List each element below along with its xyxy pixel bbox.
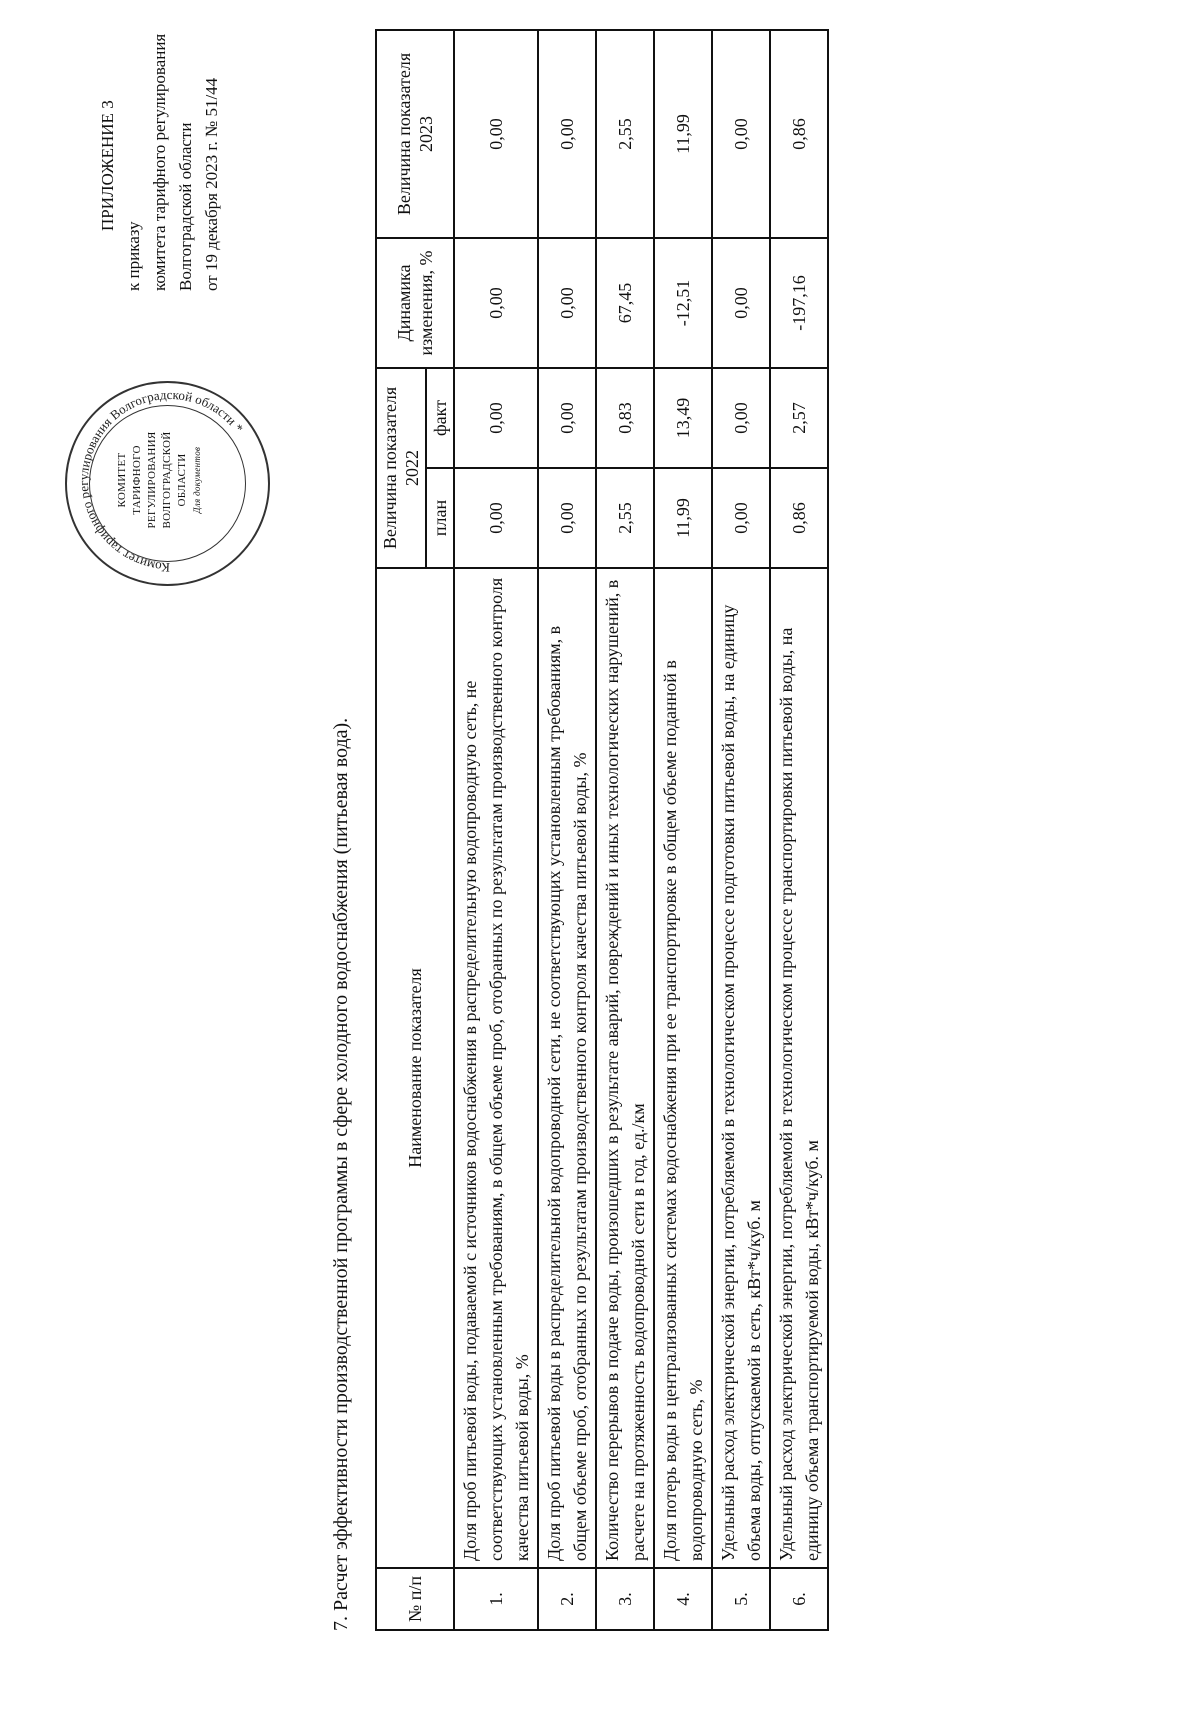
official-stamp	[65, 381, 270, 586]
annex-header	[95, 21, 225, 291]
stamp-line-3: РЕГУЛИРОВАНИЯ	[146, 431, 158, 529]
cell-num: 4.	[654, 1568, 712, 1630]
cell-dyn: -197,16	[770, 238, 828, 368]
cell-name: Удельный расход электрической энергии, потребляемой в технологическом процессе подготовки питьевой воды, на единицу объема воды, отпускаемой в сеть, кВт*ч/куб. м	[712, 568, 770, 1568]
header-fact: факт	[426, 368, 454, 468]
cell-dyn: 67,45	[596, 238, 654, 368]
cell-num: 2.	[538, 1568, 596, 1630]
header-num: № п/п	[376, 1568, 454, 1630]
cell-dyn: -12,51	[654, 238, 712, 368]
cell-dyn: 0,00	[712, 238, 770, 368]
cell-val2023: 11,99	[654, 30, 712, 238]
cell-val2023: 0,00	[454, 30, 538, 238]
cell-fact: 0,00	[454, 368, 538, 468]
cell-fact: 0,83	[596, 368, 654, 468]
cell-val2023: 2,55	[596, 30, 654, 238]
cell-val2023: 0,86	[770, 30, 828, 238]
header-value-2023: Величина показателя 2023	[376, 30, 454, 238]
cell-dyn: 0,00	[538, 238, 596, 368]
table-row	[654, 30, 712, 1630]
cell-num: 3.	[596, 1568, 654, 1630]
annex-line-4: от 19 декабря 2023 г. № 51/44	[202, 77, 221, 291]
stamp-line-2: ТАРИФНОГО	[131, 445, 143, 515]
cell-name: Доля проб питьевой воды, подаваемой с источников водоснабжения в распределительную водопроводную сеть, не соответствующих установленным требованиям, в общем объеме проб, отобранных по результатам производственного контроля качества питьевой воды, %	[454, 568, 538, 1568]
cell-fact: 13,49	[654, 368, 712, 468]
table-row	[596, 30, 654, 1630]
annex-line-3: Волгоградской области	[176, 122, 195, 291]
cell-fact: 0,00	[712, 368, 770, 468]
cell-plan: 0,00	[712, 468, 770, 568]
stamp-line-5: ОБЛАСТИ	[176, 453, 188, 507]
annex-line-1: к приказу	[124, 221, 143, 291]
stamp-line-1: КОМИТЕТ	[116, 452, 128, 508]
header-dynamics: Динамика изменения, %	[376, 238, 454, 368]
stamp-center-text	[115, 410, 205, 550]
cell-name: Доля потерь воды в централизованных системах водоснабжения при ее транспортировке в общем объеме поданной в водопроводную сеть, %	[654, 568, 712, 1568]
cell-val2023: 0,00	[538, 30, 596, 238]
table-row	[538, 30, 596, 1630]
header-plan: план	[426, 468, 454, 568]
cell-name: Количество перерывов в подаче воды, произошедших в результате аварий, повреждений и иных технологических нарушений, в расчете на протяженность водопроводной сети в год, ед./км	[596, 568, 654, 1568]
cell-plan: 2,55	[596, 468, 654, 568]
efficiency-table	[375, 29, 829, 1631]
cell-num: 5.	[712, 1568, 770, 1630]
cell-plan: 0,86	[770, 468, 828, 568]
annex-number: ПРИЛОЖЕНИЕ 3	[98, 100, 117, 231]
table-row	[712, 30, 770, 1630]
cell-plan: 0,00	[454, 468, 538, 568]
stamp-ring-text: Комитет тарифного регулирования Волгоградской области *	[75, 386, 247, 576]
cell-plan: 11,99	[654, 468, 712, 568]
cell-name: Удельный расход электрической энергии, потребляемой в технологическом процессе транспортировки питьевой воды, на единицу объема транспортируемой воды, кВт*ч/куб. м	[770, 568, 828, 1568]
annex-line-2: комитета тарифного регулирования	[150, 33, 169, 291]
table-header-row	[376, 30, 426, 1630]
cell-name: Доля проб питьевой воды в распределительной водопроводной сети, не соответствующих установленным требованиям, в общем объеме проб, отобранных по результатам производственного контроля качества питьевой воды, %	[538, 568, 596, 1568]
header-value-2022: Величина показателя 2022	[376, 368, 426, 568]
stamp-doc-label: Для документов	[192, 446, 202, 514]
section-title: 7. Расчет эффективности производственной программы в сфере холодного водоснабжения (питьевая вода).	[330, 717, 352, 1631]
cell-num: 1.	[454, 1568, 538, 1630]
cell-dyn: 0,00	[454, 238, 538, 368]
header-name: Наименование показателя	[376, 568, 454, 1568]
cell-fact: 2,57	[770, 368, 828, 468]
cell-val2023: 0,00	[712, 30, 770, 238]
table-row	[454, 30, 538, 1630]
cell-fact: 0,00	[538, 368, 596, 468]
cell-num: 6.	[770, 1568, 828, 1630]
cell-plan: 0,00	[538, 468, 596, 568]
stamp-line-4: ВОЛГОГРАДСКОЙ	[161, 431, 173, 529]
table-row	[770, 30, 828, 1630]
